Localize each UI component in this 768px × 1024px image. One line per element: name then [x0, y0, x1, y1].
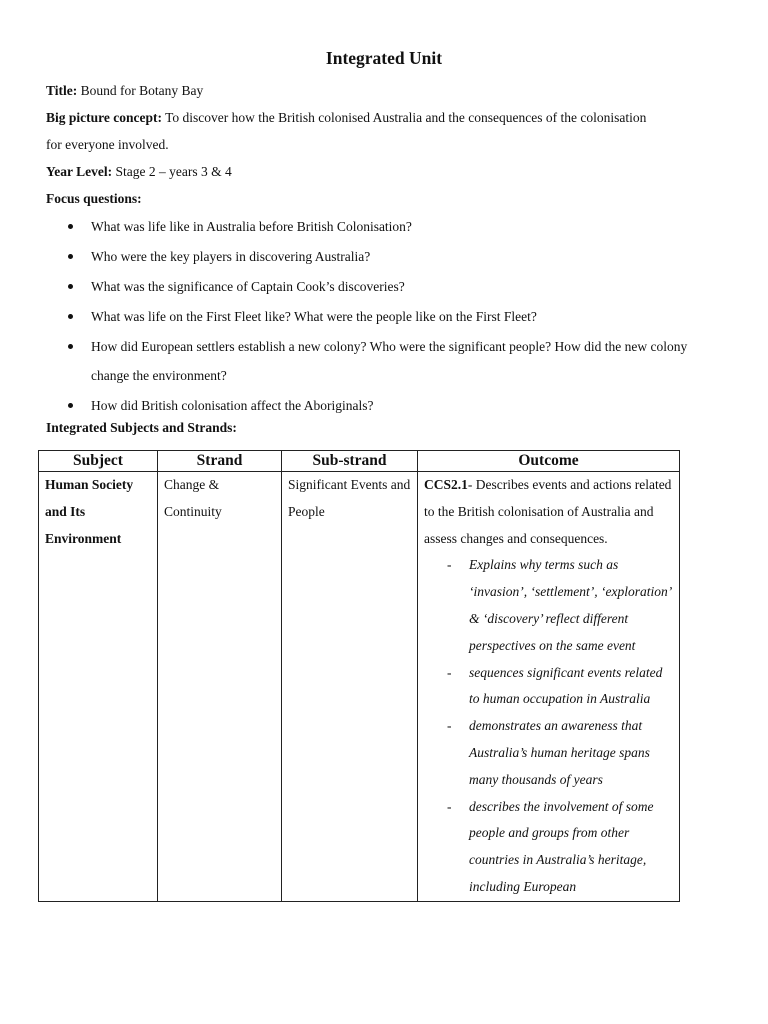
- focus-question: What was the significance of Captain Cook’s discoveries?: [91, 279, 405, 294]
- table-header-row: [39, 451, 680, 472]
- title-line: [46, 77, 722, 104]
- focus-question: Who were the key players in discovering Australia?: [91, 249, 371, 264]
- list-item: [46, 243, 726, 272]
- indicator-list: [424, 552, 673, 900]
- list-item: [46, 333, 726, 390]
- list-item: [46, 213, 726, 242]
- table-title: Integrated Subjects and Strands:: [46, 420, 237, 435]
- focus-question: How did British colonisation affect the Aboriginals?: [91, 397, 374, 413]
- header-subject: Subject: [39, 451, 158, 472]
- header-substrand: Sub-strand: [282, 451, 418, 472]
- header-strand: Strand: [158, 451, 282, 472]
- bullet-icon: [68, 224, 73, 229]
- focus-question: What was life like in Australia before British Colonisation?: [91, 219, 412, 234]
- list-item: [46, 303, 726, 332]
- title-label: Title:: [46, 83, 78, 98]
- concept-value: To discover how the British colonised Australia and the consequences of the colonisation: [165, 110, 647, 125]
- year-level-line: [46, 158, 722, 185]
- strand-cell: Change & Continuity: [158, 472, 282, 902]
- concept-label: Big picture concept:: [46, 110, 162, 125]
- page-title: Integrated Unit: [325, 48, 443, 68]
- title-value: Bound for Botany Bay: [80, 83, 204, 98]
- year-level-label: Year Level:: [46, 164, 113, 179]
- bullet-icon: [68, 314, 73, 319]
- list-item: - sequences significant events related to human occupation in Australia: [447, 664, 663, 707]
- subjects-strands-table: [38, 450, 680, 902]
- indicator-text: describes the involvement of some people and groups from other countries in Australia’s heritage, including European: [469, 798, 654, 894]
- substrand-cell: Significant Events and People: [282, 472, 418, 902]
- list-item: [46, 392, 726, 421]
- year-level-value: Stage 2 – years 3 & 4: [115, 164, 232, 179]
- indicator-text: sequences significant events related to human occupation in Australia: [469, 664, 663, 707]
- bullet-icon: [68, 254, 73, 259]
- outcome-text: - Describes events and actions related to the British colonisation of Australia and assess changes and consequences.: [424, 477, 672, 546]
- indicator-text: demonstrates an awareness that Australia’s human heritage spans many thousands of years: [469, 718, 650, 787]
- table-row: [39, 472, 680, 902]
- list-item: - demonstrates an awareness that Australia’s human heritage spans many thousands of years: [447, 718, 650, 787]
- list-item: - Explains why terms such as ‘invasion’, ‘settlement’, ‘exploration’ & ‘discovery’ reflect different perspectives on the same event: [447, 557, 671, 653]
- bullet-icon: [68, 403, 73, 408]
- bullet-icon: [68, 344, 73, 349]
- focus-questions-list: [46, 213, 726, 422]
- concept-line: [46, 104, 722, 131]
- list-item: - describes the involvement of some people and groups from other countries in Australia’s heritage, including European: [447, 798, 654, 894]
- focus-questions-label: Focus questions:: [46, 191, 142, 206]
- subject-cell: Human Society and Its Environment: [39, 472, 158, 902]
- concept-line-2: for everyone involved.: [46, 137, 169, 152]
- header-outcome: Outcome: [418, 451, 680, 472]
- focus-question: How did European settlers establish a new colony? Who were the significant people? How did the new colony change the environment?: [91, 339, 688, 383]
- list-item: [46, 273, 726, 302]
- focus-question: What was life on the First Fleet like? What were the people like on the First Fleet?: [91, 309, 537, 324]
- indicator-text: Explains why terms such as ‘invasion’, ‘settlement’, ‘exploration’ & ‘discovery’ reflect different perspectives on the same event: [469, 557, 671, 653]
- bullet-icon: [68, 284, 73, 289]
- outcome-code: CCS2.1: [424, 477, 468, 492]
- outcome-cell: [418, 472, 680, 902]
